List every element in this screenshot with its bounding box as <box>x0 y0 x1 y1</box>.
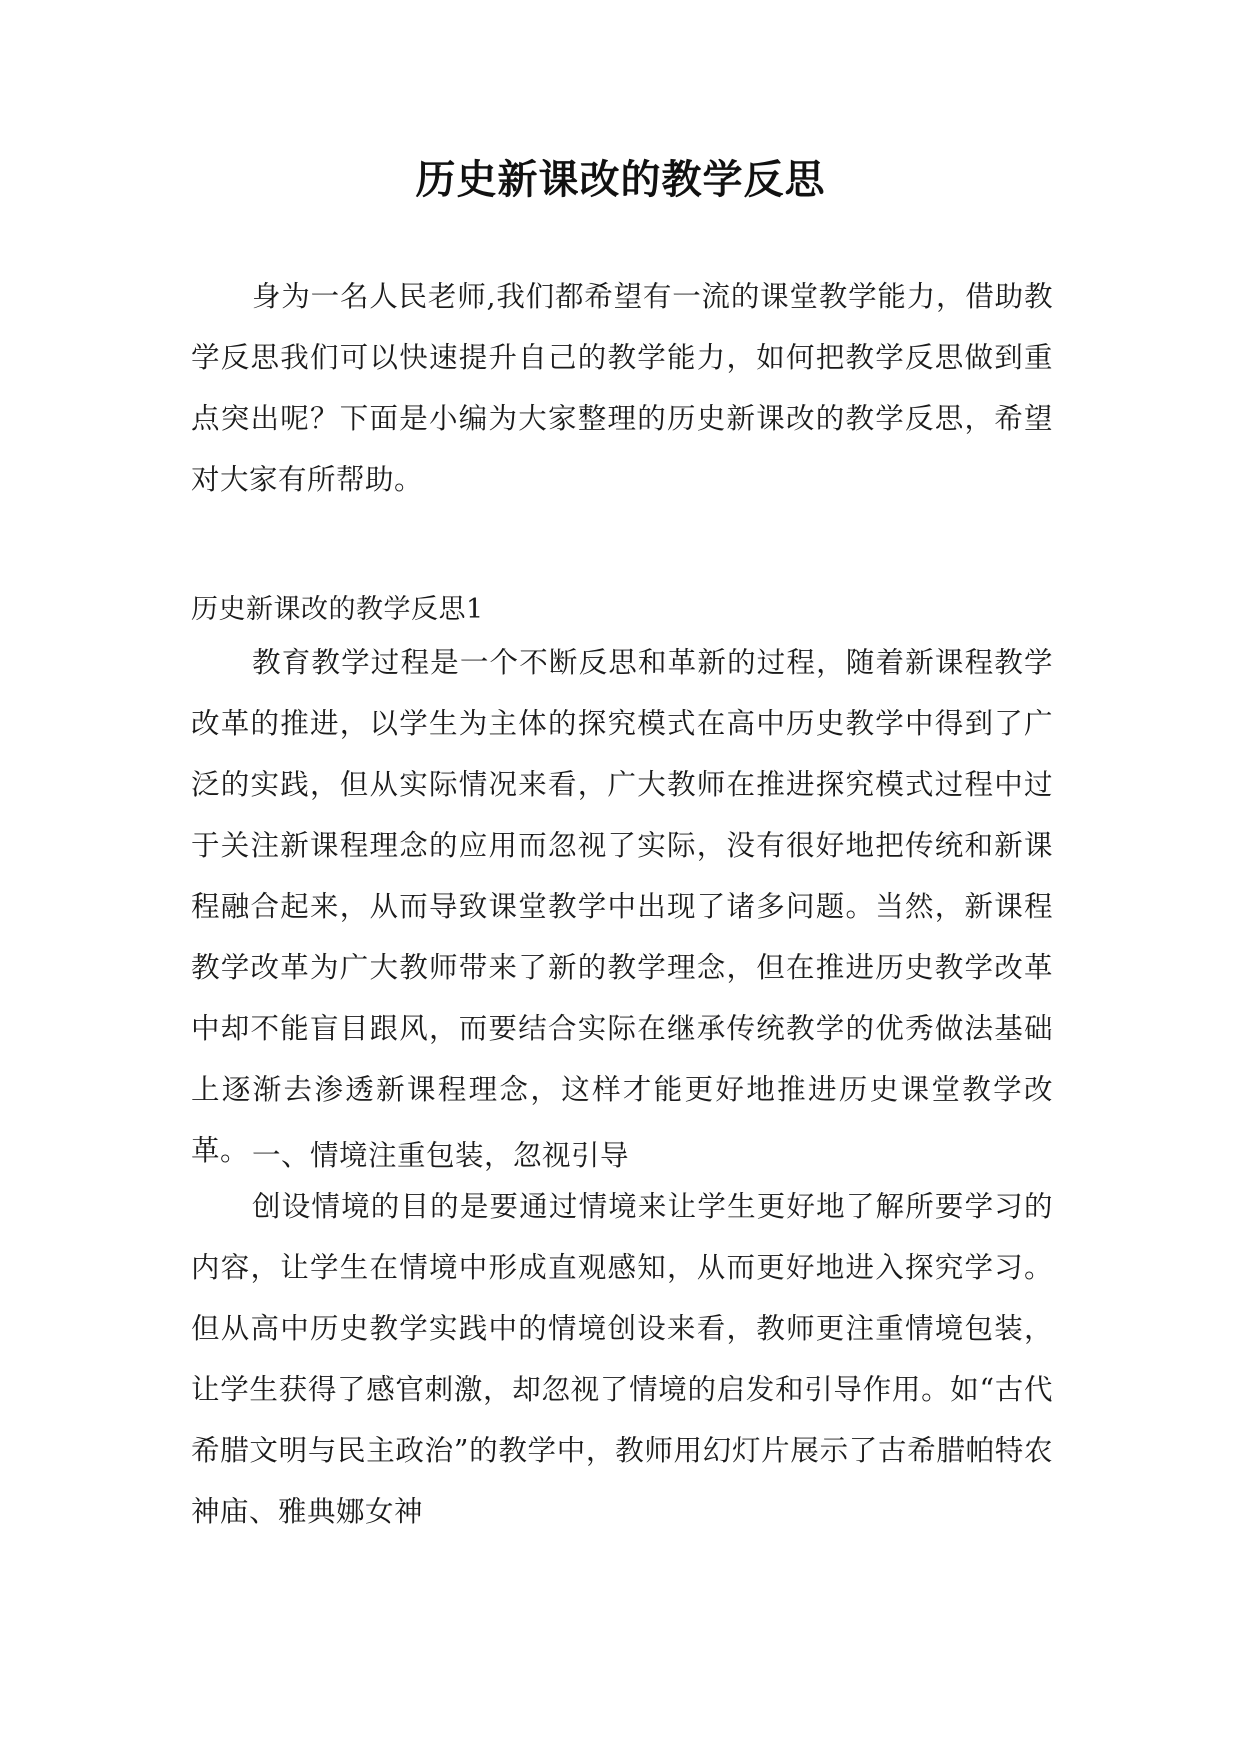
subheading-1: 一、情境注重包装，忽视引导 <box>252 1139 630 1172</box>
body-paragraph-2: 创设情境的目的是要通过情境来让学生更好地了解所要学习的内容，让学生在情境中形成直观感知，从而更好地进入探究学习。但从高中历史教学实践中的情境创设来看，教师更注重情境包装，让学生获得了感官刺激，却忽视了情境的启发和引导作用。如“古代希腊文明与民主政治”的教学中，教师用幻灯片展示了古希腊帕特农神庙、雅典娜女神 <box>191 1190 1053 1528</box>
section-heading: 历史新课改的教学反思1 <box>191 594 484 625</box>
intro-paragraph: 身为一名人民老师,我们都希望有一流的课堂教学能力，借助教学反思我们可以快速提升自己的教学能力，如何把教学反思做到重点突出呢？下面是小编为大家整理的历史新课改的教学反思，希望对大家有所帮助。 <box>191 280 1053 496</box>
document-title: 历史新课改的教学反思 <box>415 157 826 203</box>
body-paragraph-1: 教育教学过程是一个不断反思和革新的过程，随着新课程教学改革的推进，以学生为主体的探究模式在高中历史教学中得到了广泛的实践，但从实际情况来看，广大教师在推进探究模式过程中过于关注新课程理念的应用而忽视了实际，没有很好地把传统和新课程融合起来，从而导致课堂教学中出现了诸多问题。当然，新课程教学改革为广大教师带来了新的教学理念，但在推进历史教学改革中却不能盲目跟风，而要结合实际在继承传统教学的优秀做法基础上逐渐去渗透新课程理念，这样才能更好地推进历史课堂教学改革。 <box>191 646 1053 1167</box>
